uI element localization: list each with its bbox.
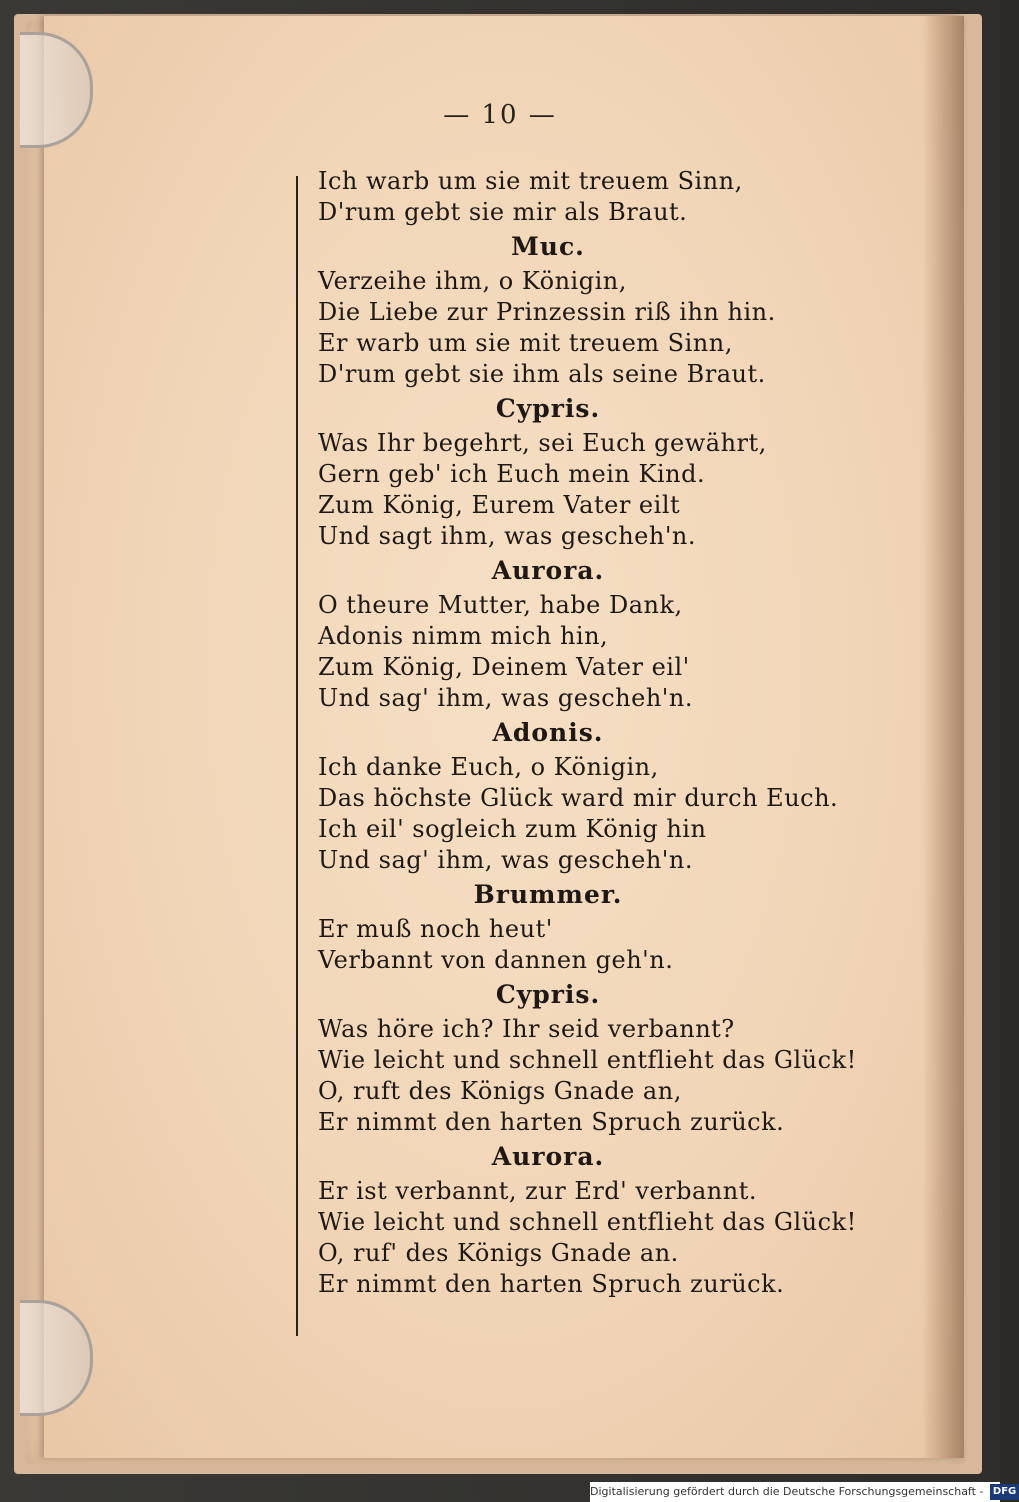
speaker-name: Aurora. — [491, 556, 605, 585]
digitization-footer — [590, 1482, 1017, 1502]
footer-text: Digitalisierung gefördert durch die Deutsche Forschungsgemeinschaft - — [590, 1485, 984, 1498]
speaker-name: Cypris. — [495, 394, 601, 423]
verse-line: Gern geb' ich Euch mein Kind. — [318, 460, 706, 488]
verse-line: Ich eil' sogleich zum König hin — [318, 815, 707, 843]
verse-line: Verzeihe ihm, o Königin, — [318, 267, 627, 295]
verse-line: Zum König, Eurem Vater eilt — [318, 491, 681, 519]
verse-line: D'rum gebt sie mir als Braut. — [318, 198, 688, 226]
verse-line: Und sag' ihm, was gescheh'n. — [318, 684, 693, 712]
verse-line: O theure Mutter, habe Dank, — [318, 591, 683, 619]
margin-rule — [296, 176, 298, 1336]
verse-line: Er muß noch heut' — [318, 915, 553, 943]
verse-line: Ich danke Euch, o Königin, — [318, 753, 659, 781]
verse-text-block — [318, 166, 938, 1300]
verse-line: Was höre ich? Ihr seid verbannt? — [318, 1015, 735, 1043]
verse-line: Adonis nimm mich hin, — [318, 622, 609, 650]
speaker-name: Brummer. — [473, 880, 623, 909]
speaker-name: Cypris. — [495, 980, 601, 1009]
verse-line: O, ruft des Königs Gnade an, — [318, 1077, 682, 1105]
verse-line: Wie leicht und schnell entflieht das Glück! — [318, 1046, 857, 1074]
verse-line: Er nimmt den harten Spruch zurück. — [318, 1270, 785, 1298]
verse-line: Das höchste Glück ward mir durch Euch. — [318, 784, 839, 812]
verse-line: Verbannt von dannen geh'n. — [318, 946, 674, 974]
verse-line: Und sagt ihm, was gescheh'n. — [318, 522, 697, 550]
verse-line: Wie leicht und schnell entflieht das Glück! — [318, 1208, 857, 1236]
speaker-name: Aurora. — [491, 1142, 605, 1171]
verse-line: Was Ihr begehrt, sei Euch gewährt, — [318, 429, 767, 457]
verse-line: Er nimmt den harten Spruch zurück. — [318, 1108, 785, 1136]
verse-line: Er warb um sie mit treuem Sinn, — [318, 329, 733, 357]
speaker-name: Muc. — [511, 232, 585, 261]
verse-line: Die Liebe zur Prinzessin riß ihn hin. — [318, 298, 776, 326]
verse-line: Zum König, Deinem Vater eil' — [318, 653, 690, 681]
verse-line: D'rum gebt sie ihm als seine Braut. — [318, 360, 766, 388]
speaker-name: Adonis. — [492, 718, 604, 747]
page-number: — 10 — — [443, 100, 557, 130]
verse-line: Und sag' ihm, was gescheh'n. — [318, 846, 693, 874]
dfg-logo-icon: DFG — [990, 1484, 1019, 1500]
verse-line: Er ist verbannt, zur Erd' verbannt. — [318, 1177, 757, 1205]
verse-line: O, ruf' des Königs Gnade an. — [318, 1239, 679, 1267]
verse-line: Ich warb um sie mit treuem Sinn, — [318, 167, 743, 195]
